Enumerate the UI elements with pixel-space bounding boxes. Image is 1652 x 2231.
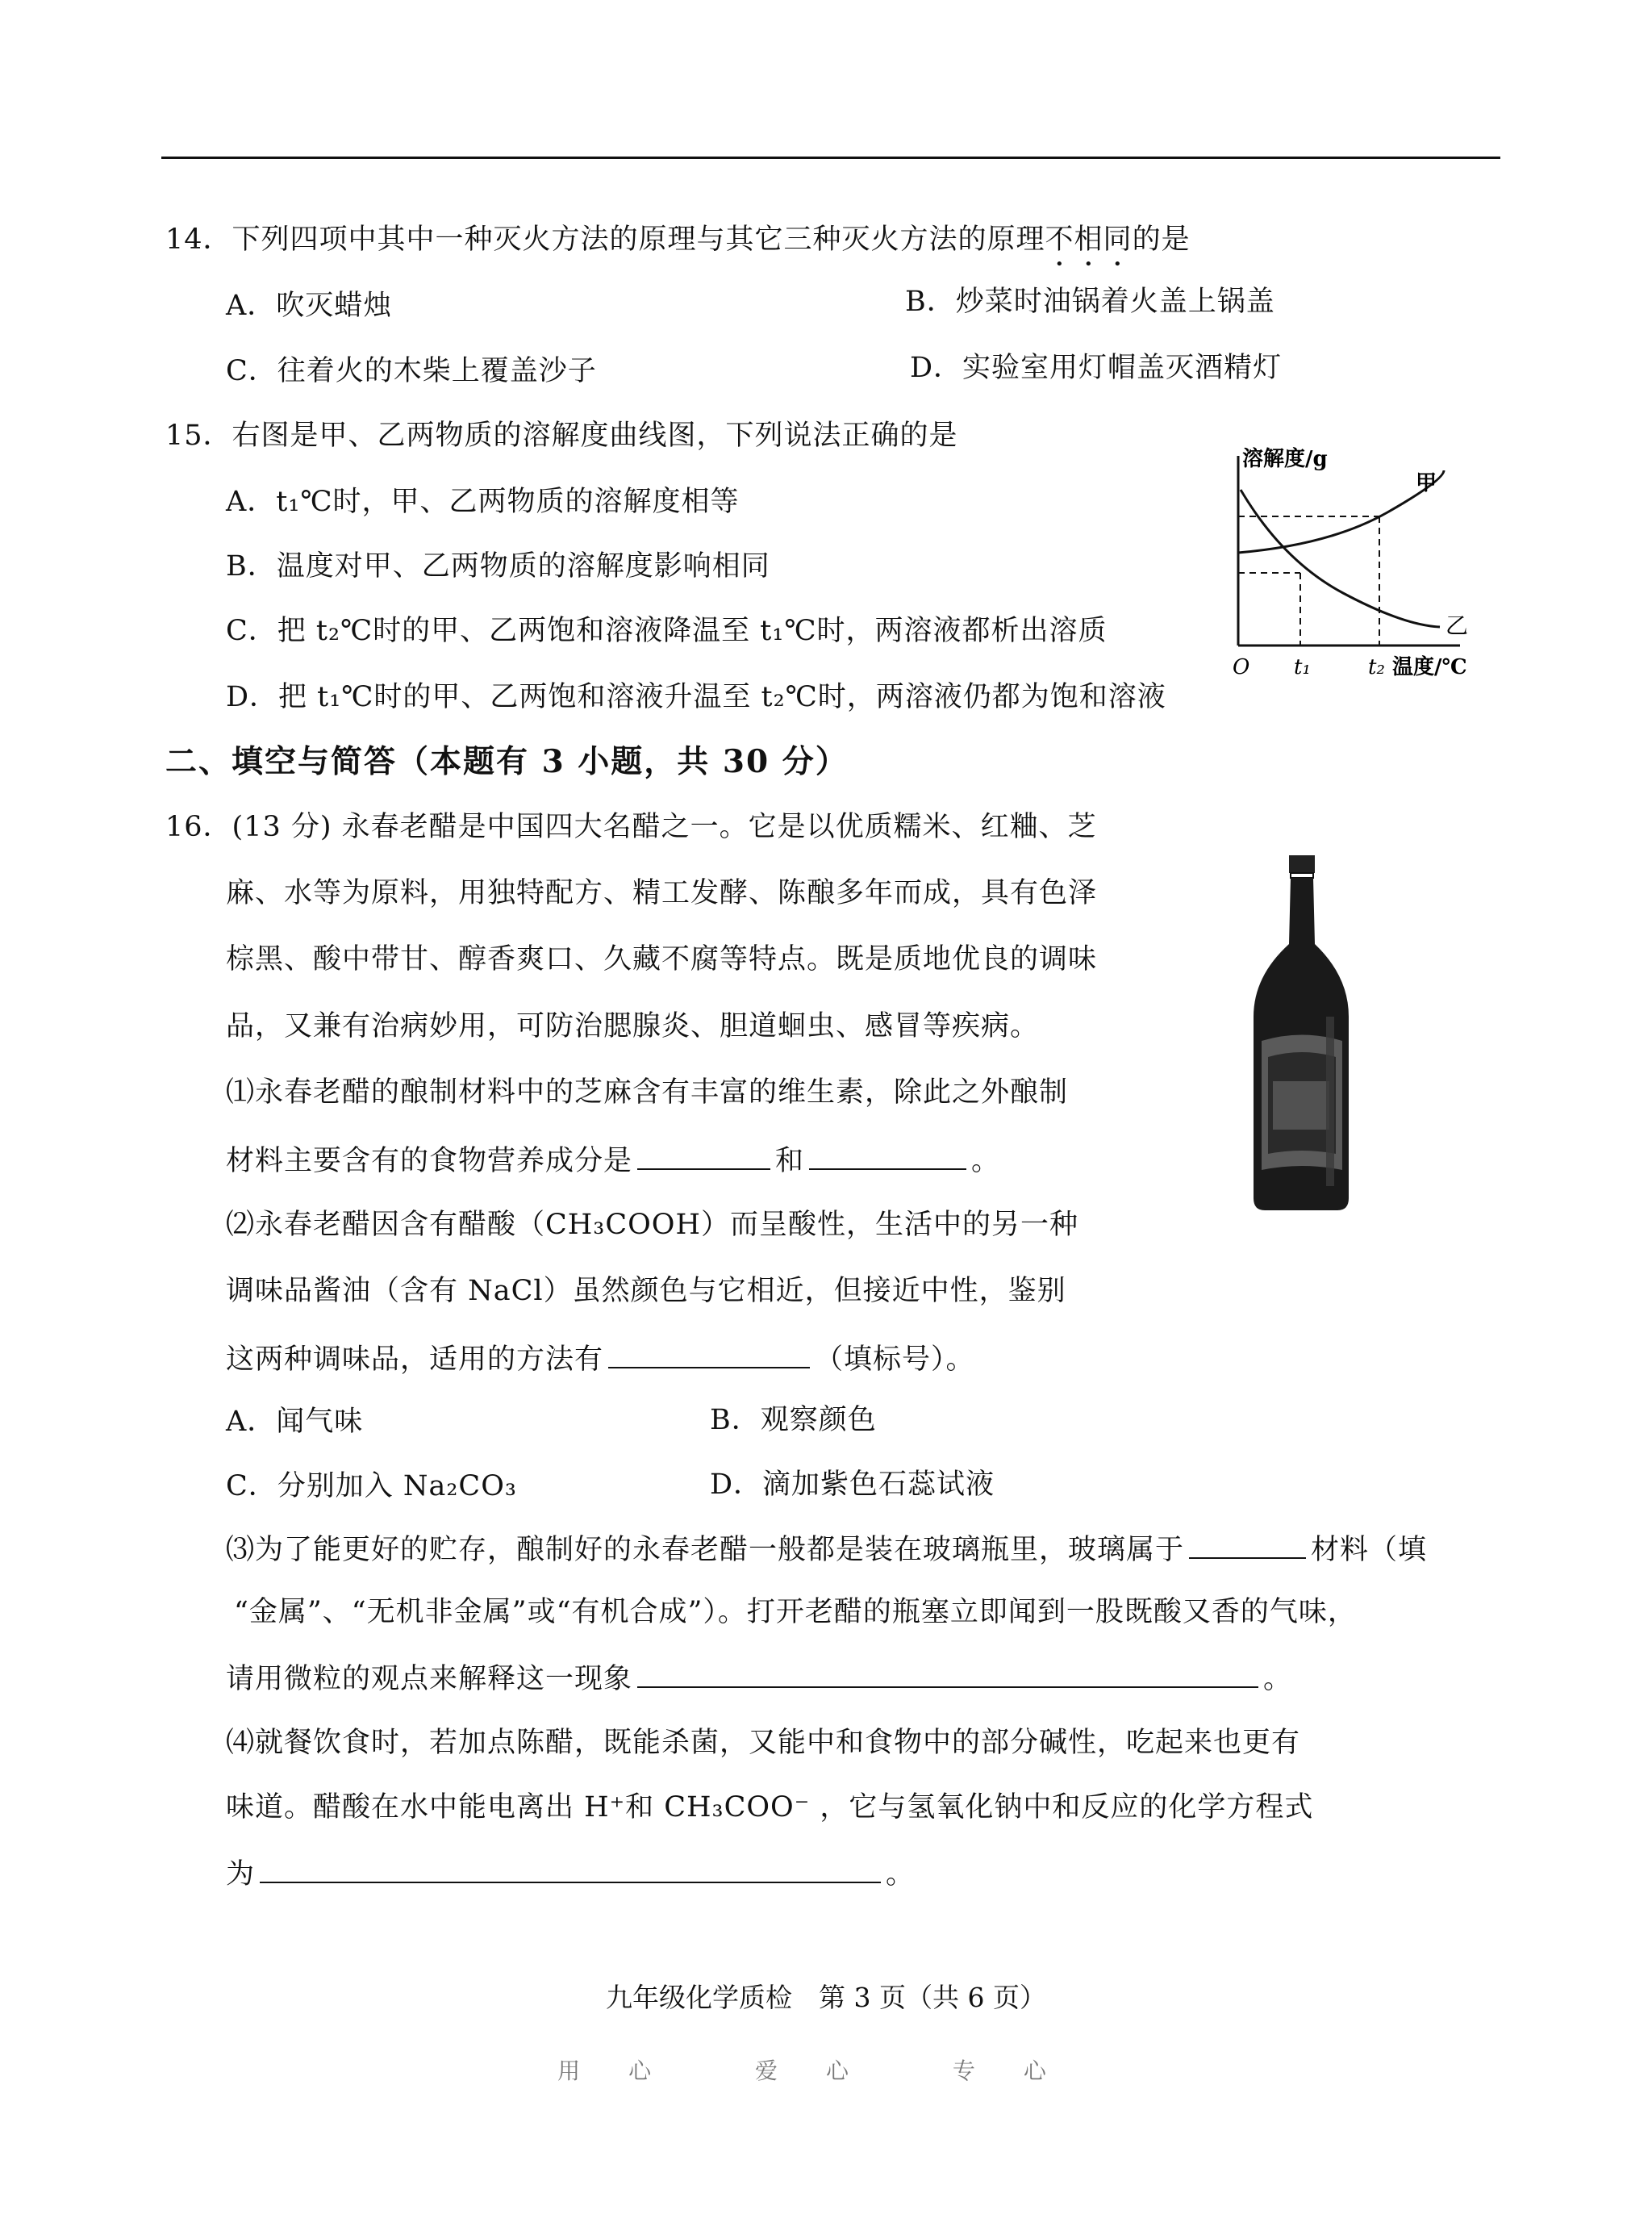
q16-para-line-4: 品，又兼有治病妙用，可防治腮腺炎、胆道蛔虫、感冒等疾病。 [226, 1010, 1040, 1042]
q16-sub4-line-1: ⑷就餐饮食时，若加点陈醋，既能杀菌，又能中和食物中的部分碱性，吃起来也更有 [226, 1727, 1301, 1759]
q14-option-d: D．实验室用灯帽盖灭酒精灯 [910, 352, 1283, 384]
q16-sub2-line-3: 这两种调味品，适用的方法有 （填标号）。 [226, 1339, 975, 1377]
q15-option-d: D．把 t₁℃时的甲、乙两饱和溶液升温至 t₂℃时，两溶液仍都为饱和溶液 [226, 681, 1166, 713]
q16-sub1-line-2: 材料主要含有的食物营养成分是 和 。 [226, 1141, 1000, 1179]
header-rule [161, 157, 1500, 159]
section-title: 二、填空与简答（本题有 3 小题，共 30 分） [165, 743, 849, 780]
vinegar-bottle-image [1249, 855, 1354, 1210]
q14-option-a: A．吹灭蜡烛 [226, 290, 393, 322]
q16-option-a: A．闻气味 [226, 1406, 364, 1438]
q14-option-b: B．炒菜时油锅着火盖上锅盖 [905, 286, 1275, 318]
q16-sub2-line-1: ⑵永春老醋因含有醋酸（CH₃COOH）而呈酸性，生活中的另一种 [226, 1209, 1079, 1241]
answer-blank[interactable] [1189, 1530, 1306, 1559]
q16-option-d: D．滴加紫色石蕊试液 [710, 1469, 995, 1501]
q16-sub3-line-1: ⑶为了能更好的贮存，酿制好的永春老醋一般都是装在玻璃瓶里，玻璃属于 材料（填 [226, 1530, 1427, 1568]
q16-sub4-line-2: 味道。醋酸在水中能电离出 H⁺和 CH₃COO⁻ ，它与氢氧化钠中和反应的化学方程式 [226, 1791, 1314, 1824]
t1-label: t₁ [1294, 655, 1311, 679]
q16-para-line-2: 麻、水等为原料，用独特配方、精工发酵、陈酿多年而成，具有色泽 [226, 877, 1098, 909]
q14-option-c: C．往着火的木柴上覆盖沙子 [226, 355, 597, 387]
y-axis-label: 溶解度/g [1242, 447, 1328, 471]
q15-stem: 15．右图是甲、乙两物质的溶解度曲线图，下列说法正确的是 [165, 420, 958, 452]
q16-sub3-line-2: “金属”、“无机非金属”或“有机合成”）。打开老醋的瓶塞立即闻到一股既酸又香的气味， [234, 1596, 1357, 1628]
q16-option-c: C．分别加入 Na₂CO₃ [226, 1470, 517, 1502]
q16-sub4-line-3: 为 。 [226, 1854, 915, 1892]
q16-option-b: B．观察颜色 [710, 1404, 877, 1436]
faint-footer-text: 用心 爱心 专心 [557, 2058, 1095, 2084]
q15-option-c: C．把 t₂℃时的甲、乙两饱和溶液降温至 t₁℃时，两溶液都析出溶质 [226, 615, 1108, 647]
q14-stem: 14．下列四项中其中一种灭火方法的原理与其它三种灭火方法的原理不相同的是 [165, 224, 1191, 256]
curve-jia-label: 甲 [1416, 471, 1437, 495]
t2-label: t₂ [1368, 655, 1385, 679]
answer-blank[interactable] [809, 1141, 966, 1170]
x-axis-label: 温度/℃ [1392, 655, 1467, 679]
q15-option-b: B．温度对甲、乙两物质的溶解度影响相同 [226, 550, 770, 583]
q15-option-a: A．t₁℃时，甲、乙两物质的溶解度相等 [226, 486, 740, 518]
solubility-curve-figure [1210, 440, 1484, 682]
answer-blank[interactable] [608, 1339, 810, 1368]
q16-sub2-line-2: 调味品酱油（含有 NaCl）虽然颜色与它相近，但接近中性，鉴别 [226, 1275, 1066, 1307]
q16-sub1-line-1: ⑴永春老醋的酿制材料中的芝麻含有丰富的维生素，除此之外酿制 [226, 1076, 1069, 1109]
curve-jia [1238, 470, 1444, 553]
answer-blank[interactable] [260, 1854, 881, 1883]
page-footer: 九年级化学质检 第 3 页（共 6 页） [606, 1982, 1046, 2013]
q16-para-line-1: 16．(13 分) 永春老醋是中国四大名醋之一。它是以优质糯米、红粬、芝 [165, 811, 1097, 843]
q16-sub3-line-3: 请用微粒的观点来解释这一现象 。 [226, 1659, 1292, 1697]
emphasized-text: 不相同 [1045, 224, 1133, 256]
curve-yi-label: 乙 [1446, 612, 1469, 639]
q16-para-line-3: 棕黑、酸中带甘、醇香爽口、久藏不腐等特点。既是质地优良的调味 [226, 943, 1098, 976]
answer-blank[interactable] [637, 1141, 770, 1170]
answer-blank[interactable] [637, 1659, 1258, 1688]
origin-label: O [1233, 655, 1250, 679]
curve-yi [1241, 490, 1440, 627]
